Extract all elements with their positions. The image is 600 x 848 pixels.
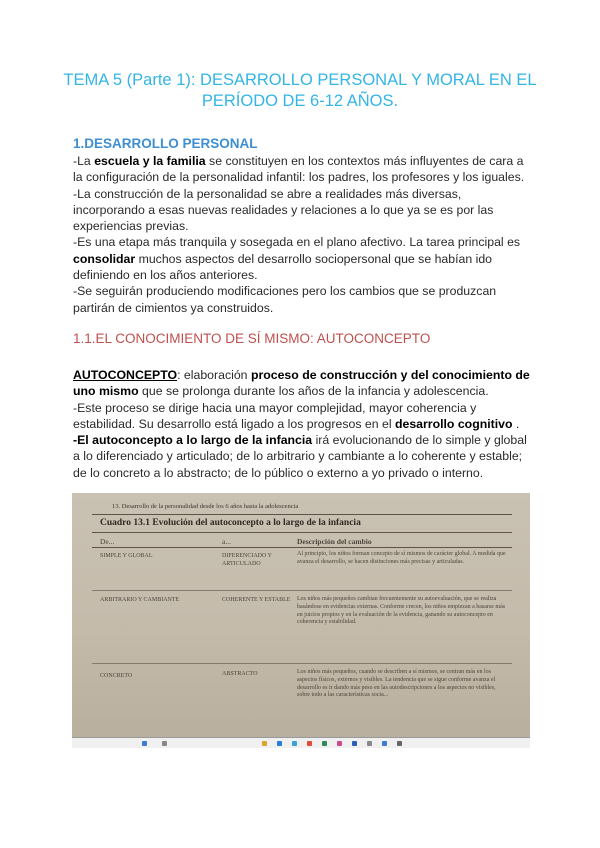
- folder-icon: [262, 741, 267, 746]
- search-icon: [162, 741, 167, 746]
- text: -Es una etapa más tranquila y sosegada en el plano afectivo. La tarea principal es: [73, 235, 521, 250]
- photo-row2-to: COHERENTE Y ESTABLE: [222, 597, 291, 603]
- photo-row1-desc: Al principio, los niños forman concepto de sí mismos de carácter global. A medida que avanza el desarrollo, se hacen distinciones más precisas y articuladas.: [297, 551, 506, 565]
- photo-row3-to: ABSTRACTO: [222, 671, 258, 677]
- paragraph-2: -La construcción de la personalidad se abre a realidades más diversas, incorporando a esas nuevas realidades y relaciones a lo que ya se es por las experiencias previas.: [73, 186, 494, 234]
- app-icon: [292, 741, 297, 746]
- bold-text: desarrollo cognitivo: [394, 416, 513, 431]
- text: : elaboración: [177, 368, 251, 382]
- paragraph-evolucion: [73, 432, 533, 481]
- paragraph-autoconcepto: [73, 367, 533, 400]
- text: muchos aspectos del desarrollo sociopersonal que se habían ido definiendo en los años anteriores.: [73, 251, 493, 283]
- text: se constituyen en los contextos más influyentes de cara a la configuración de la personalidad infantil: los padres, los profesores y los iguales.: [73, 154, 525, 185]
- section-heading-desarrollo-personal: 1.DESARROLLO PERSONAL: [73, 136, 258, 151]
- app-icon: [367, 741, 372, 746]
- windows-icon: [142, 741, 147, 746]
- chrome-icon: [307, 741, 312, 746]
- text: -Este proceso se dirige hacia una mayor complejidad, mayor coherencia y estabilidad. Su desarrollo está ligado a los progresos en el: [73, 400, 477, 431]
- bold-text: escuela y la familia: [94, 154, 206, 168]
- photo-row1-from: SIMPLE Y GLOBAL: [100, 553, 153, 559]
- photo-row2-from: ARBITRARIO Y CAMBIANTE: [100, 597, 180, 603]
- word-icon: [352, 741, 357, 746]
- section2-body: [73, 367, 533, 481]
- photo-row1-to: DIFERENCIADO Y ARTICULADO: [222, 553, 272, 567]
- paragraph-3: [73, 234, 533, 283]
- bold-text: proceso de construcción y del conocimiento de uno mismo: [73, 368, 530, 399]
- paragraph-proceso: [73, 400, 533, 433]
- paragraph-1: [73, 153, 533, 186]
- section1-body: [73, 153, 533, 316]
- app-icon: [337, 741, 342, 746]
- app-icon: [397, 741, 402, 746]
- divider: [92, 547, 512, 548]
- photo-col-a: a...: [222, 537, 231, 546]
- divider: [92, 514, 512, 515]
- divider: [92, 590, 512, 591]
- divider: [92, 663, 512, 664]
- text: -La: [73, 154, 95, 168]
- photo-row3-from: CONCRETO: [100, 673, 133, 679]
- photo-col-de: De...: [100, 537, 115, 546]
- text: que se prolonga durante los años de la infancia y adolescencia.: [138, 384, 489, 399]
- app-icon: [322, 741, 327, 746]
- divider: [92, 532, 512, 533]
- bold-text: consolidar: [73, 251, 136, 266]
- app-icon: [382, 741, 387, 746]
- paragraph-4: -Se seguirán produciendo modificaciones pero los cambios que se produzcan partirán de cimientos ya construidos.: [73, 284, 497, 315]
- section-heading-autoconcepto: 1.1.EL CONOCIMIENTO DE SÍ MISMO: AUTOCONCEPTO: [73, 331, 431, 346]
- photo-table-title: Cuadro 13.1 Evolución del autoconcepto a lo largo de la infancia: [100, 518, 361, 528]
- text: irá evolucionando de lo simple y global a lo diferenciado y articulado; de lo arbitrario y cambiante a lo coherente y estable; de lo concreto a lo abstracto; de lo público o externo a yo privado o interno.: [73, 433, 527, 480]
- edge-icon: [277, 741, 282, 746]
- document-title: TEMA 5 (Parte 1): DESARROLLO PERSONAL Y MORAL EN EL PERÍODO DE 6-12 AÑOS.: [63, 71, 537, 110]
- photo-running-head: 13. Desarrollo de la personalidad desde los 6 años hasta la adolescencia: [112, 503, 299, 510]
- bold-text: -El autoconcepto a lo largo de la infancia: [73, 433, 313, 448]
- photo-taskbar-icons: [142, 741, 462, 747]
- text: .: [512, 416, 520, 431]
- term-autoconcepto: AUTOCONCEPTO: [73, 368, 178, 382]
- photo-row3-desc: Los niños más pequeños, cuando se describen a sí mismos, se centran más en los aspectos físicos, externos y visibles. La tendencia que se sigue conforme avanza el desarrollo es ir dando más peso en las autodescripciones a los aspectos no visibles, sobre todo a las características socia...: [297, 669, 496, 699]
- textbook-photo: [72, 493, 530, 748]
- photo-col-descripcion: Descripción del cambio: [297, 537, 372, 546]
- photo-row2-desc: Los niños más pequeños cambian frecuentemente su autoevaluación, que se realiza basándose en evidencias externas. Conforme crecen, los niños empiezan a basarse más en juicios propios y en la evaluación de la evidencia, ganando su autoconcepto en coherencia y estabilidad.: [297, 596, 506, 626]
